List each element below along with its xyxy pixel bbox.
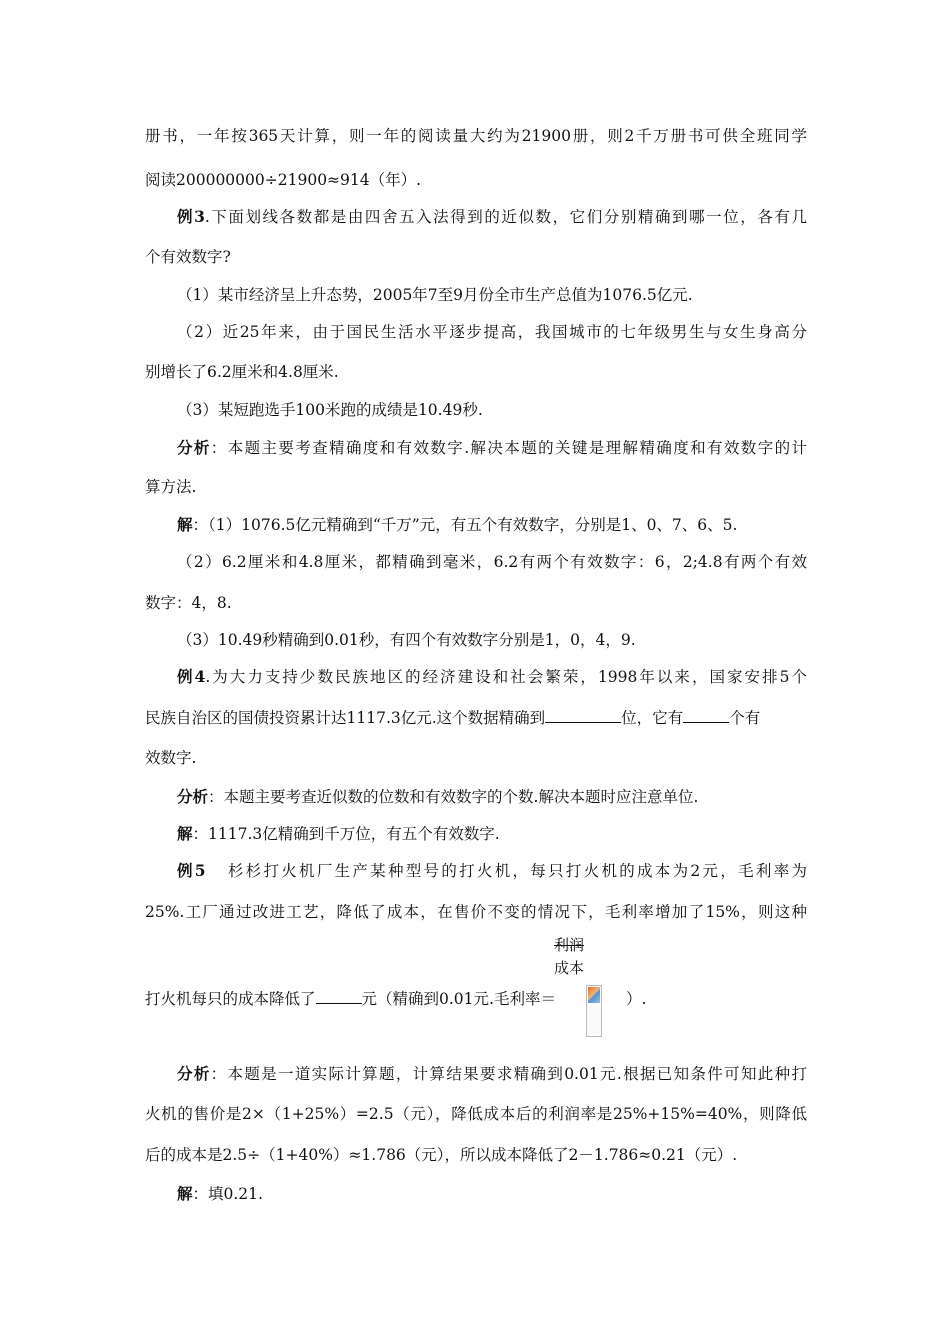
text-span: .为大力支持少数民族地区的经济建设和社会繁荣，1998年以来，国家安排5个 <box>205 668 807 686</box>
text-span: 位，它有 <box>621 709 684 727</box>
solution-label: 解 <box>177 1184 193 1203</box>
text-line: 数字：4，8. <box>145 594 232 612</box>
text-line: 后的成本是2.5÷（1+40%）≈1.786（元），所以成本降低了2－1.786≈0.21（元）. <box>145 1146 738 1164</box>
solution-label: 解 <box>177 824 193 843</box>
text-span: ：本题主要考查精确度和有效数字.解决本题的关键是理解精确度和有效数字的计 <box>210 439 807 457</box>
answer-blank[interactable] <box>683 708 729 723</box>
analysis <box>177 1064 807 1084</box>
text-line <box>145 708 807 728</box>
text-span: ：本题是一道实际计算题，计算结果要求精确到0.01元.根据已知条件可知此种打 <box>210 1065 807 1083</box>
example-label: 例3 <box>177 207 205 226</box>
text-span: .下面划线各数都是由四舍五入法得到的近似数，它们分别精确到哪一位，各有几 <box>204 208 807 226</box>
analysis <box>177 438 807 458</box>
example-3-question <box>177 207 807 227</box>
text-line: 算方法. <box>145 478 197 496</box>
text-line: （3）某短跑选手100米跑的成绩是10.49秒. <box>177 401 483 419</box>
text-line: （2）6.2厘米和4.8厘米，都精确到毫米，6.2有两个有效数字：6，2;4.8有两个有效 <box>177 553 807 571</box>
solution <box>177 515 807 535</box>
example-4-question <box>177 667 807 687</box>
text-span: 个有 <box>729 709 761 727</box>
text-line: （2）近25年来，由于国民生活水平逐步提高，我国城市的七年级男生与女生身高分 <box>177 323 807 341</box>
text-line <box>145 989 807 1009</box>
solution <box>177 824 807 844</box>
text-span: ：1117.3亿精确到千万位，有五个有效数字. <box>192 825 500 843</box>
analysis-label: 分析 <box>177 438 211 457</box>
text-line: （1）某市经济呈上升态势，2005年7至9月份全市生产总值为1076.5亿元. <box>177 286 693 304</box>
answer-blank[interactable] <box>545 708 621 723</box>
example-label: 例4 <box>177 667 206 686</box>
analysis <box>177 787 807 807</box>
answer-blank[interactable] <box>316 989 362 1004</box>
example-5-question <box>177 861 807 881</box>
text-line: 阅读200000000÷21900≈914（年）. <box>145 171 422 189</box>
example-label: 例5 <box>177 861 206 880</box>
text-line: 25%.工厂通过改进工艺，降低了成本，在售价不变的情况下，毛利率增加了15%，则这种 <box>145 903 807 921</box>
text-line: 册书，一年按365天计算，则一年的阅读量大约为21900册，则2千万册书可供全班同学 <box>145 127 807 145</box>
text-line: （3）10.49秒精确到0.01秒，有四个有效数字分别是1，0，4，9. <box>177 631 636 649</box>
text-line: 效数字. <box>145 749 197 767</box>
text-span: ）. <box>625 990 647 1008</box>
solution <box>177 1184 807 1204</box>
image-placeholder-icon <box>588 987 600 1003</box>
analysis-label: 分析 <box>177 1064 211 1083</box>
text-line: 别增长了6.2厘米和4.8厘米. <box>145 363 339 381</box>
fraction-numerator: 利润 <box>553 936 584 954</box>
solution-label: 解 <box>177 515 193 534</box>
text-span: 打火机每只的成本降低了 <box>145 990 316 1008</box>
text-line: 个有效数字? <box>145 248 231 266</box>
broken-image-icon <box>586 985 602 1037</box>
fraction-denominator: 成本 <box>553 959 584 977</box>
text-span: 杉杉打火机厂生产某种型号的打火机，每只打火机的成本为2元，毛利率为 <box>225 862 807 880</box>
text-line: 火机的售价是2×（1+25%）=2.5（元），降低成本后的利润率是25%+15%=40%，则降低 <box>145 1105 807 1123</box>
text-span: ：填0.21. <box>192 1185 263 1203</box>
text-span: 元（精确到0.01元.毛利率＝ <box>361 990 556 1008</box>
text-span: ：（1）1076.5亿元精确到“千万”元，有五个有效数字，分别是1、0、7、6、5. <box>192 516 738 534</box>
text-span: ：本题主要考查近似数的位数和有效数字的个数.解决本题时应注意单位. <box>208 788 699 806</box>
text-span: 民族自治区的国债投资累计达1117.3亿元.这个数据精确到 <box>145 709 546 727</box>
analysis-label: 分析 <box>177 787 209 806</box>
